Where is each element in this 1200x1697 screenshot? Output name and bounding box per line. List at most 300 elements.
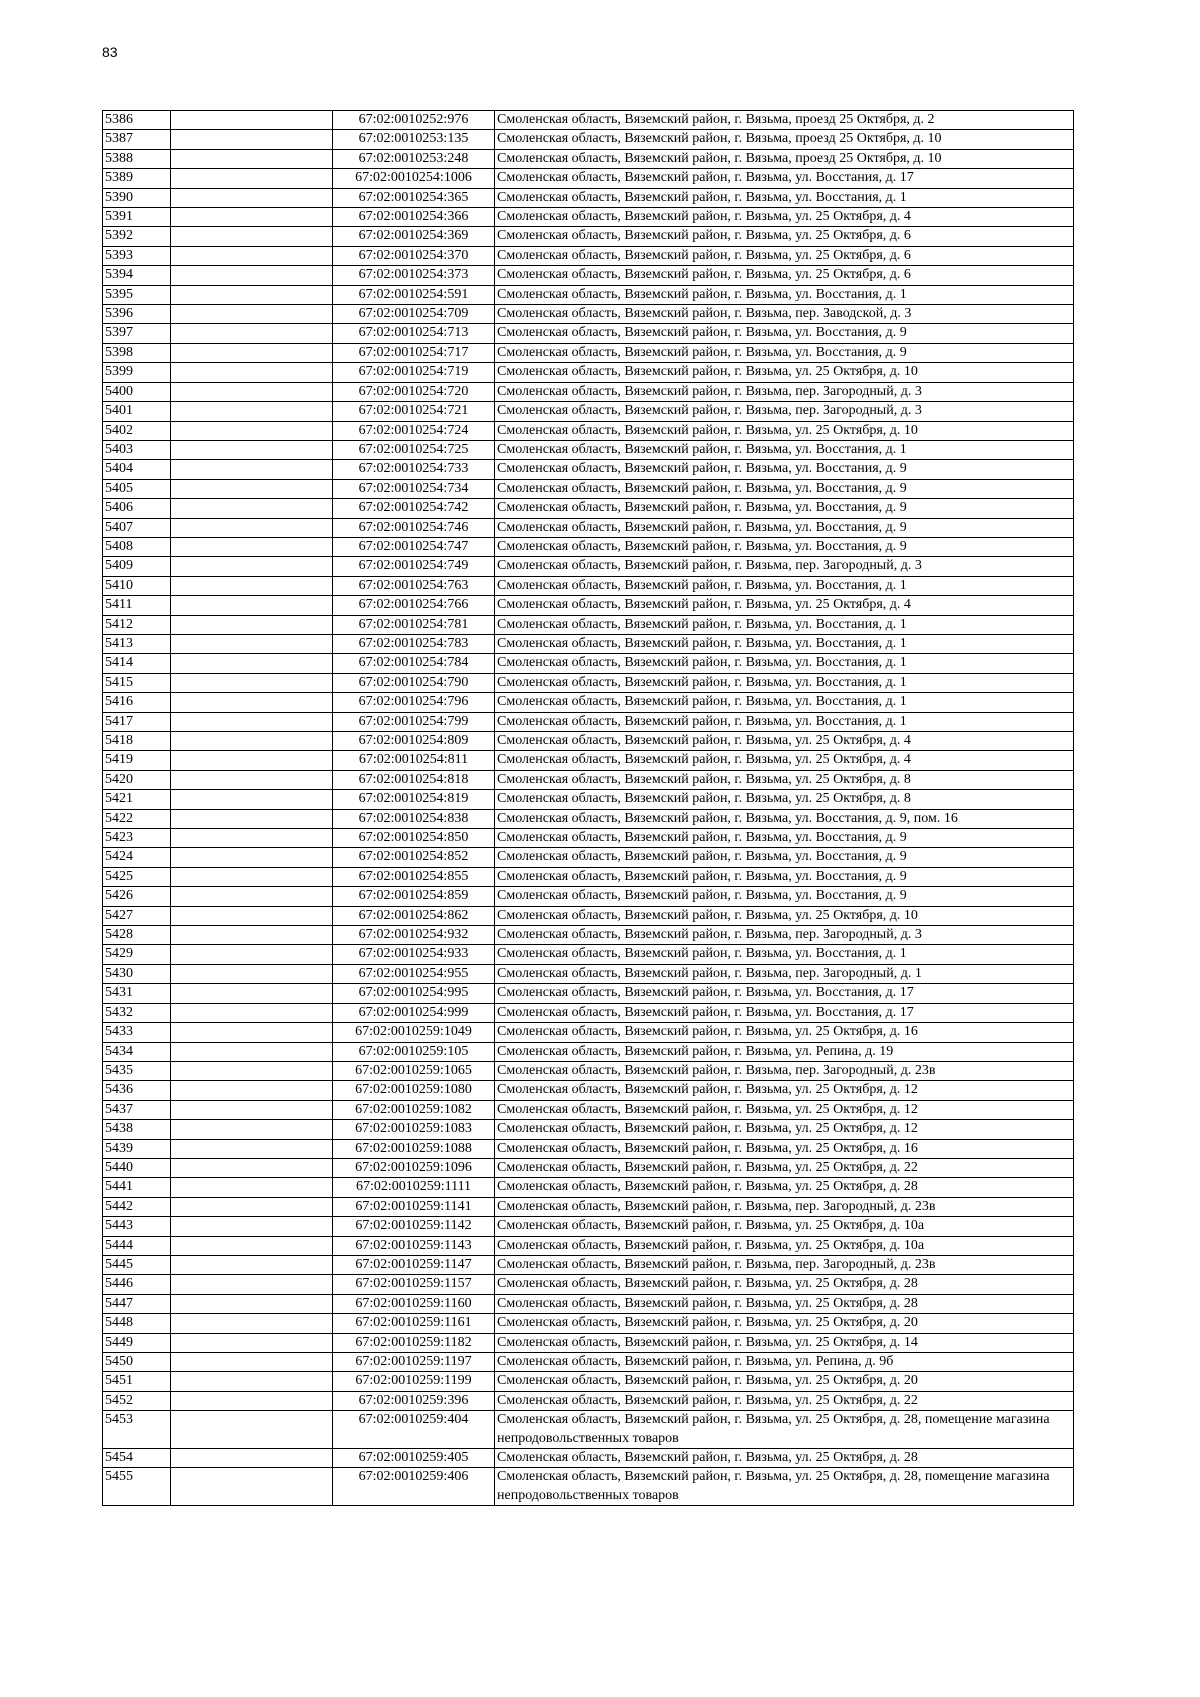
cadastral-number-cell: 67:02:0010254:373 xyxy=(333,266,495,285)
address-cell: Смоленская область, Вяземский район, г. Вязьма, ул. 25 Октября, д. 14 xyxy=(495,1333,1074,1352)
row-number-cell: 5448 xyxy=(103,1314,171,1333)
address-cell: Смоленская область, Вяземский район, г. Вязьма, ул. Восстания, д. 1 xyxy=(495,576,1074,595)
address-cell: Смоленская область, Вяземский район, г. Вязьма, ул. Репина, д. 9б xyxy=(495,1353,1074,1372)
empty-cell xyxy=(171,169,333,188)
table-row xyxy=(103,149,1074,168)
empty-cell xyxy=(171,421,333,440)
row-number-cell: 5393 xyxy=(103,246,171,265)
cadastral-number-cell: 67:02:0010259:406 xyxy=(333,1468,495,1506)
empty-cell xyxy=(171,693,333,712)
registry-table-body xyxy=(103,111,1074,1506)
cadastral-number-cell: 67:02:0010254:859 xyxy=(333,887,495,906)
empty-cell xyxy=(171,751,333,770)
row-number-cell: 5402 xyxy=(103,421,171,440)
empty-cell xyxy=(171,654,333,673)
table-row xyxy=(103,479,1074,498)
address-cell: Смоленская область, Вяземский район, г. Вязьма, ул. 25 Октября, д. 28, помещение магазина непродовольственных товаров xyxy=(495,1468,1074,1506)
cadastral-number-cell: 67:02:0010254:850 xyxy=(333,829,495,848)
empty-cell xyxy=(171,848,333,867)
row-number-cell: 5390 xyxy=(103,188,171,207)
row-number-cell: 5415 xyxy=(103,673,171,692)
cadastral-number-cell: 67:02:0010254:932 xyxy=(333,926,495,945)
address-cell: Смоленская область, Вяземский район, г. Вязьма, проезд 25 Октября, д. 10 xyxy=(495,130,1074,149)
empty-cell xyxy=(171,576,333,595)
address-cell: Смоленская область, Вяземский район, г. Вязьма, ул. Восстания, д. 1 xyxy=(495,285,1074,304)
cadastral-number-cell: 67:02:0010259:1182 xyxy=(333,1333,495,1352)
address-cell: Смоленская область, Вяземский район, г. Вязьма, ул. 25 Октября, д. 10а xyxy=(495,1236,1074,1255)
empty-cell xyxy=(171,1023,333,1042)
address-cell: Смоленская область, Вяземский район, г. Вязьма, ул. 25 Октября, д. 4 xyxy=(495,208,1074,227)
cadastral-number-cell: 67:02:0010254:591 xyxy=(333,285,495,304)
row-number-cell: 5403 xyxy=(103,440,171,459)
row-number-cell: 5455 xyxy=(103,1468,171,1506)
table-row xyxy=(103,867,1074,886)
address-cell: Смоленская область, Вяземский район, г. Вязьма, ул. 25 Октября, д. 12 xyxy=(495,1100,1074,1119)
row-number-cell: 5405 xyxy=(103,479,171,498)
address-cell: Смоленская область, Вяземский район, г. Вязьма, ул. 25 Октября, д. 10 xyxy=(495,363,1074,382)
address-cell: Смоленская область, Вяземский район, г. Вязьма, пер. Загородный, д. 23в xyxy=(495,1197,1074,1216)
cadastral-number-cell: 67:02:0010254:852 xyxy=(333,848,495,867)
empty-cell xyxy=(171,906,333,925)
address-cell: Смоленская область, Вяземский район, г. Вязьма, ул. Восстания, д. 9 xyxy=(495,848,1074,867)
cadastral-number-cell: 67:02:0010254:366 xyxy=(333,208,495,227)
address-cell: Смоленская область, Вяземский район, г. Вязьма, ул. Восстания, д. 1 xyxy=(495,673,1074,692)
row-number-cell: 5388 xyxy=(103,149,171,168)
empty-cell xyxy=(171,1255,333,1274)
empty-cell xyxy=(171,964,333,983)
row-number-cell: 5412 xyxy=(103,615,171,634)
row-number-cell: 5435 xyxy=(103,1061,171,1080)
table-row xyxy=(103,906,1074,925)
row-number-cell: 5413 xyxy=(103,634,171,653)
table-row xyxy=(103,634,1074,653)
row-number-cell: 5444 xyxy=(103,1236,171,1255)
cadastral-number-cell: 67:02:0010259:1157 xyxy=(333,1275,495,1294)
empty-cell xyxy=(171,1158,333,1177)
cadastral-number-cell: 67:02:0010254:749 xyxy=(333,557,495,576)
address-cell: Смоленская область, Вяземский район, г. Вязьма, ул. 25 Октября, д. 6 xyxy=(495,246,1074,265)
table-row xyxy=(103,266,1074,285)
cadastral-number-cell: 67:02:0010259:1141 xyxy=(333,1197,495,1216)
row-number-cell: 5432 xyxy=(103,1003,171,1022)
empty-cell xyxy=(171,111,333,130)
empty-cell xyxy=(171,1061,333,1080)
table-row xyxy=(103,285,1074,304)
cadastral-number-cell: 67:02:0010259:1161 xyxy=(333,1314,495,1333)
table-row xyxy=(103,712,1074,731)
address-cell: Смоленская область, Вяземский район, г. Вязьма, ул. Восстания, д. 17 xyxy=(495,1003,1074,1022)
empty-cell xyxy=(171,440,333,459)
table-row xyxy=(103,673,1074,692)
row-number-cell: 5439 xyxy=(103,1139,171,1158)
empty-cell xyxy=(171,1314,333,1333)
empty-cell xyxy=(171,1294,333,1313)
empty-cell xyxy=(171,615,333,634)
table-row xyxy=(103,227,1074,246)
empty-cell xyxy=(171,1411,333,1449)
address-cell: Смоленская область, Вяземский район, г. Вязьма, пер. Загородный, д. 3 xyxy=(495,382,1074,401)
cadastral-number-cell: 67:02:0010254:838 xyxy=(333,809,495,828)
address-cell: Смоленская область, Вяземский район, г. Вязьма, ул. 25 Октября, д. 28 xyxy=(495,1449,1074,1468)
empty-cell xyxy=(171,829,333,848)
table-row xyxy=(103,732,1074,751)
table-row xyxy=(103,1449,1074,1468)
address-cell: Смоленская область, Вяземский район, г. Вязьма, ул. Восстания, д. 9 xyxy=(495,867,1074,886)
cadastral-number-cell: 67:02:0010254:995 xyxy=(333,984,495,1003)
row-number-cell: 5407 xyxy=(103,518,171,537)
row-number-cell: 5408 xyxy=(103,537,171,556)
empty-cell xyxy=(171,363,333,382)
cadastral-number-cell: 67:02:0010259:1143 xyxy=(333,1236,495,1255)
address-cell: Смоленская область, Вяземский район, г. Вязьма, ул. 25 Октября, д. 16 xyxy=(495,1023,1074,1042)
cadastral-number-cell: 67:02:0010254:766 xyxy=(333,596,495,615)
table-row xyxy=(103,1236,1074,1255)
address-cell: Смоленская область, Вяземский район, г. Вязьма, ул. 25 Октября, д. 4 xyxy=(495,596,1074,615)
row-number-cell: 5420 xyxy=(103,770,171,789)
address-cell: Смоленская область, Вяземский район, г. Вязьма, ул. Восстания, д. 1 xyxy=(495,634,1074,653)
registry-table xyxy=(102,110,1074,1506)
table-row xyxy=(103,324,1074,343)
empty-cell xyxy=(171,1217,333,1236)
cadastral-number-cell: 67:02:0010254:955 xyxy=(333,964,495,983)
address-cell: Смоленская область, Вяземский район, г. Вязьма, ул. 25 Октября, д. 8 xyxy=(495,770,1074,789)
address-cell: Смоленская область, Вяземский район, г. Вязьма, ул. Восстания, д. 17 xyxy=(495,984,1074,1003)
table-row xyxy=(103,402,1074,421)
address-cell: Смоленская область, Вяземский район, г. Вязьма, ул. Восстания, д. 9 xyxy=(495,518,1074,537)
table-row xyxy=(103,208,1074,227)
row-number-cell: 5406 xyxy=(103,499,171,518)
address-cell: Смоленская область, Вяземский район, г. Вязьма, ул. 25 Октября, д. 28 xyxy=(495,1178,1074,1197)
row-number-cell: 5397 xyxy=(103,324,171,343)
table-row xyxy=(103,596,1074,615)
cadastral-number-cell: 67:02:0010259:1142 xyxy=(333,1217,495,1236)
table-row xyxy=(103,1023,1074,1042)
row-number-cell: 5442 xyxy=(103,1197,171,1216)
empty-cell xyxy=(171,266,333,285)
table-row xyxy=(103,169,1074,188)
empty-cell xyxy=(171,1197,333,1216)
row-number-cell: 5400 xyxy=(103,382,171,401)
row-number-cell: 5417 xyxy=(103,712,171,731)
address-cell: Смоленская область, Вяземский район, г. Вязьма, ул. Восстания, д. 1 xyxy=(495,615,1074,634)
table-row xyxy=(103,751,1074,770)
cadastral-number-cell: 67:02:0010259:396 xyxy=(333,1391,495,1410)
cadastral-number-cell: 67:02:0010254:999 xyxy=(333,1003,495,1022)
address-cell: Смоленская область, Вяземский район, г. Вязьма, ул. 25 Октября, д. 12 xyxy=(495,1120,1074,1139)
address-cell: Смоленская область, Вяземский район, г. Вязьма, ул. Восстания, д. 9 xyxy=(495,537,1074,556)
row-number-cell: 5395 xyxy=(103,285,171,304)
cadastral-number-cell: 67:02:0010254:790 xyxy=(333,673,495,692)
empty-cell xyxy=(171,1003,333,1022)
address-cell: Смоленская область, Вяземский район, г. Вязьма, ул. 25 Октября, д. 22 xyxy=(495,1158,1074,1177)
empty-cell xyxy=(171,867,333,886)
empty-cell xyxy=(171,557,333,576)
empty-cell xyxy=(171,305,333,324)
address-cell: Смоленская область, Вяземский район, г. Вязьма, ул. Восстания, д. 9 xyxy=(495,499,1074,518)
cadastral-number-cell: 67:02:0010259:1082 xyxy=(333,1100,495,1119)
address-cell: Смоленская область, Вяземский район, г. Вязьма, пер. Заводской, д. 3 xyxy=(495,305,1074,324)
row-number-cell: 5428 xyxy=(103,926,171,945)
empty-cell xyxy=(171,634,333,653)
table-row xyxy=(103,1468,1074,1506)
empty-cell xyxy=(171,324,333,343)
row-number-cell: 5425 xyxy=(103,867,171,886)
address-cell: Смоленская область, Вяземский район, г. Вязьма, проезд 25 Октября, д. 10 xyxy=(495,149,1074,168)
table-row xyxy=(103,1042,1074,1061)
row-number-cell: 5452 xyxy=(103,1391,171,1410)
row-number-cell: 5430 xyxy=(103,964,171,983)
table-row xyxy=(103,693,1074,712)
cadastral-number-cell: 67:02:0010259:1088 xyxy=(333,1139,495,1158)
page-number: 83 xyxy=(102,44,118,60)
row-number-cell: 5449 xyxy=(103,1333,171,1352)
table-row xyxy=(103,518,1074,537)
cadastral-number-cell: 67:02:0010254:819 xyxy=(333,790,495,809)
table-row xyxy=(103,1197,1074,1216)
row-number-cell: 5423 xyxy=(103,829,171,848)
row-number-cell: 5422 xyxy=(103,809,171,828)
row-number-cell: 5396 xyxy=(103,305,171,324)
empty-cell xyxy=(171,130,333,149)
empty-cell xyxy=(171,246,333,265)
cadastral-number-cell: 67:02:0010254:1006 xyxy=(333,169,495,188)
table-row xyxy=(103,537,1074,556)
row-number-cell: 5436 xyxy=(103,1081,171,1100)
address-cell: Смоленская область, Вяземский район, г. Вязьма, ул. 25 Октября, д. 6 xyxy=(495,266,1074,285)
table-row xyxy=(103,1139,1074,1158)
cadastral-number-cell: 67:02:0010254:365 xyxy=(333,188,495,207)
table-row xyxy=(103,1217,1074,1236)
table-row xyxy=(103,1081,1074,1100)
empty-cell xyxy=(171,596,333,615)
table-row xyxy=(103,1372,1074,1391)
table-row xyxy=(103,1255,1074,1274)
table-row xyxy=(103,887,1074,906)
address-cell: Смоленская область, Вяземский район, г. Вязьма, ул. 25 Октября, д. 8 xyxy=(495,790,1074,809)
empty-cell xyxy=(171,1353,333,1372)
empty-cell xyxy=(171,285,333,304)
row-number-cell: 5401 xyxy=(103,402,171,421)
empty-cell xyxy=(171,712,333,731)
row-number-cell: 5394 xyxy=(103,266,171,285)
table-row xyxy=(103,1003,1074,1022)
empty-cell xyxy=(171,188,333,207)
empty-cell xyxy=(171,1468,333,1506)
address-cell: Смоленская область, Вяземский район, г. Вязьма, ул. Восстания, д. 9 xyxy=(495,343,1074,362)
address-cell: Смоленская область, Вяземский район, г. Вязьма, ул. 25 Октября, д. 10 xyxy=(495,906,1074,925)
address-cell: Смоленская область, Вяземский район, г. Вязьма, ул. 25 Октября, д. 20 xyxy=(495,1314,1074,1333)
table-row xyxy=(103,926,1074,945)
address-cell: Смоленская область, Вяземский район, г. Вязьма, пер. Загородный, д. 3 xyxy=(495,557,1074,576)
row-number-cell: 5398 xyxy=(103,343,171,362)
address-cell: Смоленская область, Вяземский район, г. Вязьма, ул. Восстания, д. 9 xyxy=(495,829,1074,848)
address-cell: Смоленская область, Вяземский район, г. Вязьма, ул. 25 Октября, д. 10а xyxy=(495,1217,1074,1236)
cadastral-number-cell: 67:02:0010259:1083 xyxy=(333,1120,495,1139)
address-cell: Смоленская область, Вяземский район, г. Вязьма, ул. Восстания, д. 1 xyxy=(495,693,1074,712)
table-row xyxy=(103,557,1074,576)
table-row xyxy=(103,945,1074,964)
row-number-cell: 5445 xyxy=(103,1255,171,1274)
table-row xyxy=(103,421,1074,440)
address-cell: Смоленская область, Вяземский район, г. Вязьма, пер. Загородный, д. 3 xyxy=(495,402,1074,421)
empty-cell xyxy=(171,1139,333,1158)
empty-cell xyxy=(171,499,333,518)
address-cell: Смоленская область, Вяземский район, г. Вязьма, проезд 25 Октября, д. 2 xyxy=(495,111,1074,130)
empty-cell xyxy=(171,945,333,964)
cadastral-number-cell: 67:02:0010254:818 xyxy=(333,770,495,789)
cadastral-number-cell: 67:02:0010259:1111 xyxy=(333,1178,495,1197)
table-row xyxy=(103,460,1074,479)
address-cell: Смоленская область, Вяземский район, г. Вязьма, ул. 25 Октября, д. 12 xyxy=(495,1081,1074,1100)
table-row xyxy=(103,770,1074,789)
row-number-cell: 5454 xyxy=(103,1449,171,1468)
cadastral-number-cell: 67:02:0010259:405 xyxy=(333,1449,495,1468)
row-number-cell: 5399 xyxy=(103,363,171,382)
row-number-cell: 5437 xyxy=(103,1100,171,1119)
empty-cell xyxy=(171,479,333,498)
row-number-cell: 5410 xyxy=(103,576,171,595)
empty-cell xyxy=(171,208,333,227)
cadastral-number-cell: 67:02:0010253:135 xyxy=(333,130,495,149)
cadastral-number-cell: 67:02:0010254:796 xyxy=(333,693,495,712)
table-row xyxy=(103,130,1074,149)
cadastral-number-cell: 67:02:0010254:725 xyxy=(333,440,495,459)
row-number-cell: 5447 xyxy=(103,1294,171,1313)
table-row xyxy=(103,964,1074,983)
address-cell: Смоленская область, Вяземский район, г. Вязьма, ул. Восстания, д. 9 xyxy=(495,324,1074,343)
empty-cell xyxy=(171,1178,333,1197)
cadastral-number-cell: 67:02:0010254:799 xyxy=(333,712,495,731)
row-number-cell: 5453 xyxy=(103,1411,171,1449)
empty-cell xyxy=(171,460,333,479)
cadastral-number-cell: 67:02:0010254:811 xyxy=(333,751,495,770)
cadastral-number-cell: 67:02:0010259:1065 xyxy=(333,1061,495,1080)
table-row xyxy=(103,111,1074,130)
cadastral-number-cell: 67:02:0010254:781 xyxy=(333,615,495,634)
empty-cell xyxy=(171,770,333,789)
address-cell: Смоленская область, Вяземский район, г. Вязьма, ул. Восстания, д. 1 xyxy=(495,654,1074,673)
empty-cell xyxy=(171,227,333,246)
row-number-cell: 5424 xyxy=(103,848,171,867)
row-number-cell: 5414 xyxy=(103,654,171,673)
cadastral-number-cell: 67:02:0010254:809 xyxy=(333,732,495,751)
table-row xyxy=(103,848,1074,867)
cadastral-number-cell: 67:02:0010254:862 xyxy=(333,906,495,925)
row-number-cell: 5389 xyxy=(103,169,171,188)
row-number-cell: 5387 xyxy=(103,130,171,149)
empty-cell xyxy=(171,382,333,401)
table-row xyxy=(103,1391,1074,1410)
cadastral-number-cell: 67:02:0010259:1049 xyxy=(333,1023,495,1042)
empty-cell xyxy=(171,1391,333,1410)
address-cell: Смоленская область, Вяземский район, г. Вязьма, ул. 25 Октября, д. 4 xyxy=(495,751,1074,770)
empty-cell xyxy=(171,343,333,362)
empty-cell xyxy=(171,1081,333,1100)
empty-cell xyxy=(171,887,333,906)
table-row xyxy=(103,790,1074,809)
row-number-cell: 5450 xyxy=(103,1353,171,1372)
row-number-cell: 5427 xyxy=(103,906,171,925)
address-cell: Смоленская область, Вяземский район, г. Вязьма, ул. Восстания, д. 9 xyxy=(495,479,1074,498)
table-row xyxy=(103,382,1074,401)
address-cell: Смоленская область, Вяземский район, г. Вязьма, пер. Загородный, д. 1 xyxy=(495,964,1074,983)
row-number-cell: 5446 xyxy=(103,1275,171,1294)
row-number-cell: 5386 xyxy=(103,111,171,130)
empty-cell xyxy=(171,1333,333,1352)
empty-cell xyxy=(171,1100,333,1119)
table-row xyxy=(103,1061,1074,1080)
empty-cell xyxy=(171,537,333,556)
empty-cell xyxy=(171,1120,333,1139)
row-number-cell: 5433 xyxy=(103,1023,171,1042)
cadastral-number-cell: 67:02:0010254:721 xyxy=(333,402,495,421)
row-number-cell: 5443 xyxy=(103,1217,171,1236)
empty-cell xyxy=(171,518,333,537)
table-row xyxy=(103,1178,1074,1197)
cadastral-number-cell: 67:02:0010254:747 xyxy=(333,537,495,556)
address-cell: Смоленская область, Вяземский район, г. Вязьма, ул. Репина, д. 19 xyxy=(495,1042,1074,1061)
row-number-cell: 5419 xyxy=(103,751,171,770)
empty-cell xyxy=(171,149,333,168)
table-row xyxy=(103,499,1074,518)
table-row xyxy=(103,343,1074,362)
table-row xyxy=(103,1294,1074,1313)
row-number-cell: 5440 xyxy=(103,1158,171,1177)
table-row xyxy=(103,654,1074,673)
row-number-cell: 5418 xyxy=(103,732,171,751)
address-cell: Смоленская область, Вяземский район, г. Вязьма, ул. Восстания, д. 1 xyxy=(495,945,1074,964)
empty-cell xyxy=(171,809,333,828)
empty-cell xyxy=(171,732,333,751)
row-number-cell: 5392 xyxy=(103,227,171,246)
empty-cell xyxy=(171,790,333,809)
address-cell: Смоленская область, Вяземский район, г. Вязьма, ул. Восстания, д. 17 xyxy=(495,169,1074,188)
cadastral-number-cell: 67:02:0010254:763 xyxy=(333,576,495,595)
table-row xyxy=(103,1275,1074,1294)
cadastral-number-cell: 67:02:0010259:404 xyxy=(333,1411,495,1449)
cadastral-number-cell: 67:02:0010253:248 xyxy=(333,149,495,168)
address-cell: Смоленская область, Вяземский район, г. Вязьма, ул. Восстания, д. 1 xyxy=(495,712,1074,731)
table-row xyxy=(103,1314,1074,1333)
address-cell: Смоленская область, Вяземский район, г. Вязьма, пер. Загородный, д. 23в xyxy=(495,1061,1074,1080)
row-number-cell: 5429 xyxy=(103,945,171,964)
empty-cell xyxy=(171,1236,333,1255)
cadastral-number-cell: 67:02:0010254:717 xyxy=(333,343,495,362)
table-row xyxy=(103,1333,1074,1352)
table-row xyxy=(103,1411,1074,1449)
cadastral-number-cell: 67:02:0010259:1199 xyxy=(333,1372,495,1391)
table-row xyxy=(103,246,1074,265)
cadastral-number-cell: 67:02:0010259:1197 xyxy=(333,1353,495,1372)
cadastral-number-cell: 67:02:0010254:855 xyxy=(333,867,495,886)
row-number-cell: 5416 xyxy=(103,693,171,712)
table-row xyxy=(103,984,1074,1003)
address-cell: Смоленская область, Вяземский район, г. Вязьма, ул. 25 Октября, д. 16 xyxy=(495,1139,1074,1158)
empty-cell xyxy=(171,1449,333,1468)
table-row xyxy=(103,440,1074,459)
empty-cell xyxy=(171,1042,333,1061)
cadastral-number-cell: 67:02:0010254:933 xyxy=(333,945,495,964)
table-row xyxy=(103,1120,1074,1139)
row-number-cell: 5411 xyxy=(103,596,171,615)
cadastral-number-cell: 67:02:0010252:976 xyxy=(333,111,495,130)
table-row xyxy=(103,576,1074,595)
address-cell: Смоленская область, Вяземский район, г. Вязьма, ул. Восстания, д. 9 xyxy=(495,887,1074,906)
cadastral-number-cell: 67:02:0010254:742 xyxy=(333,499,495,518)
row-number-cell: 5409 xyxy=(103,557,171,576)
row-number-cell: 5391 xyxy=(103,208,171,227)
row-number-cell: 5438 xyxy=(103,1120,171,1139)
